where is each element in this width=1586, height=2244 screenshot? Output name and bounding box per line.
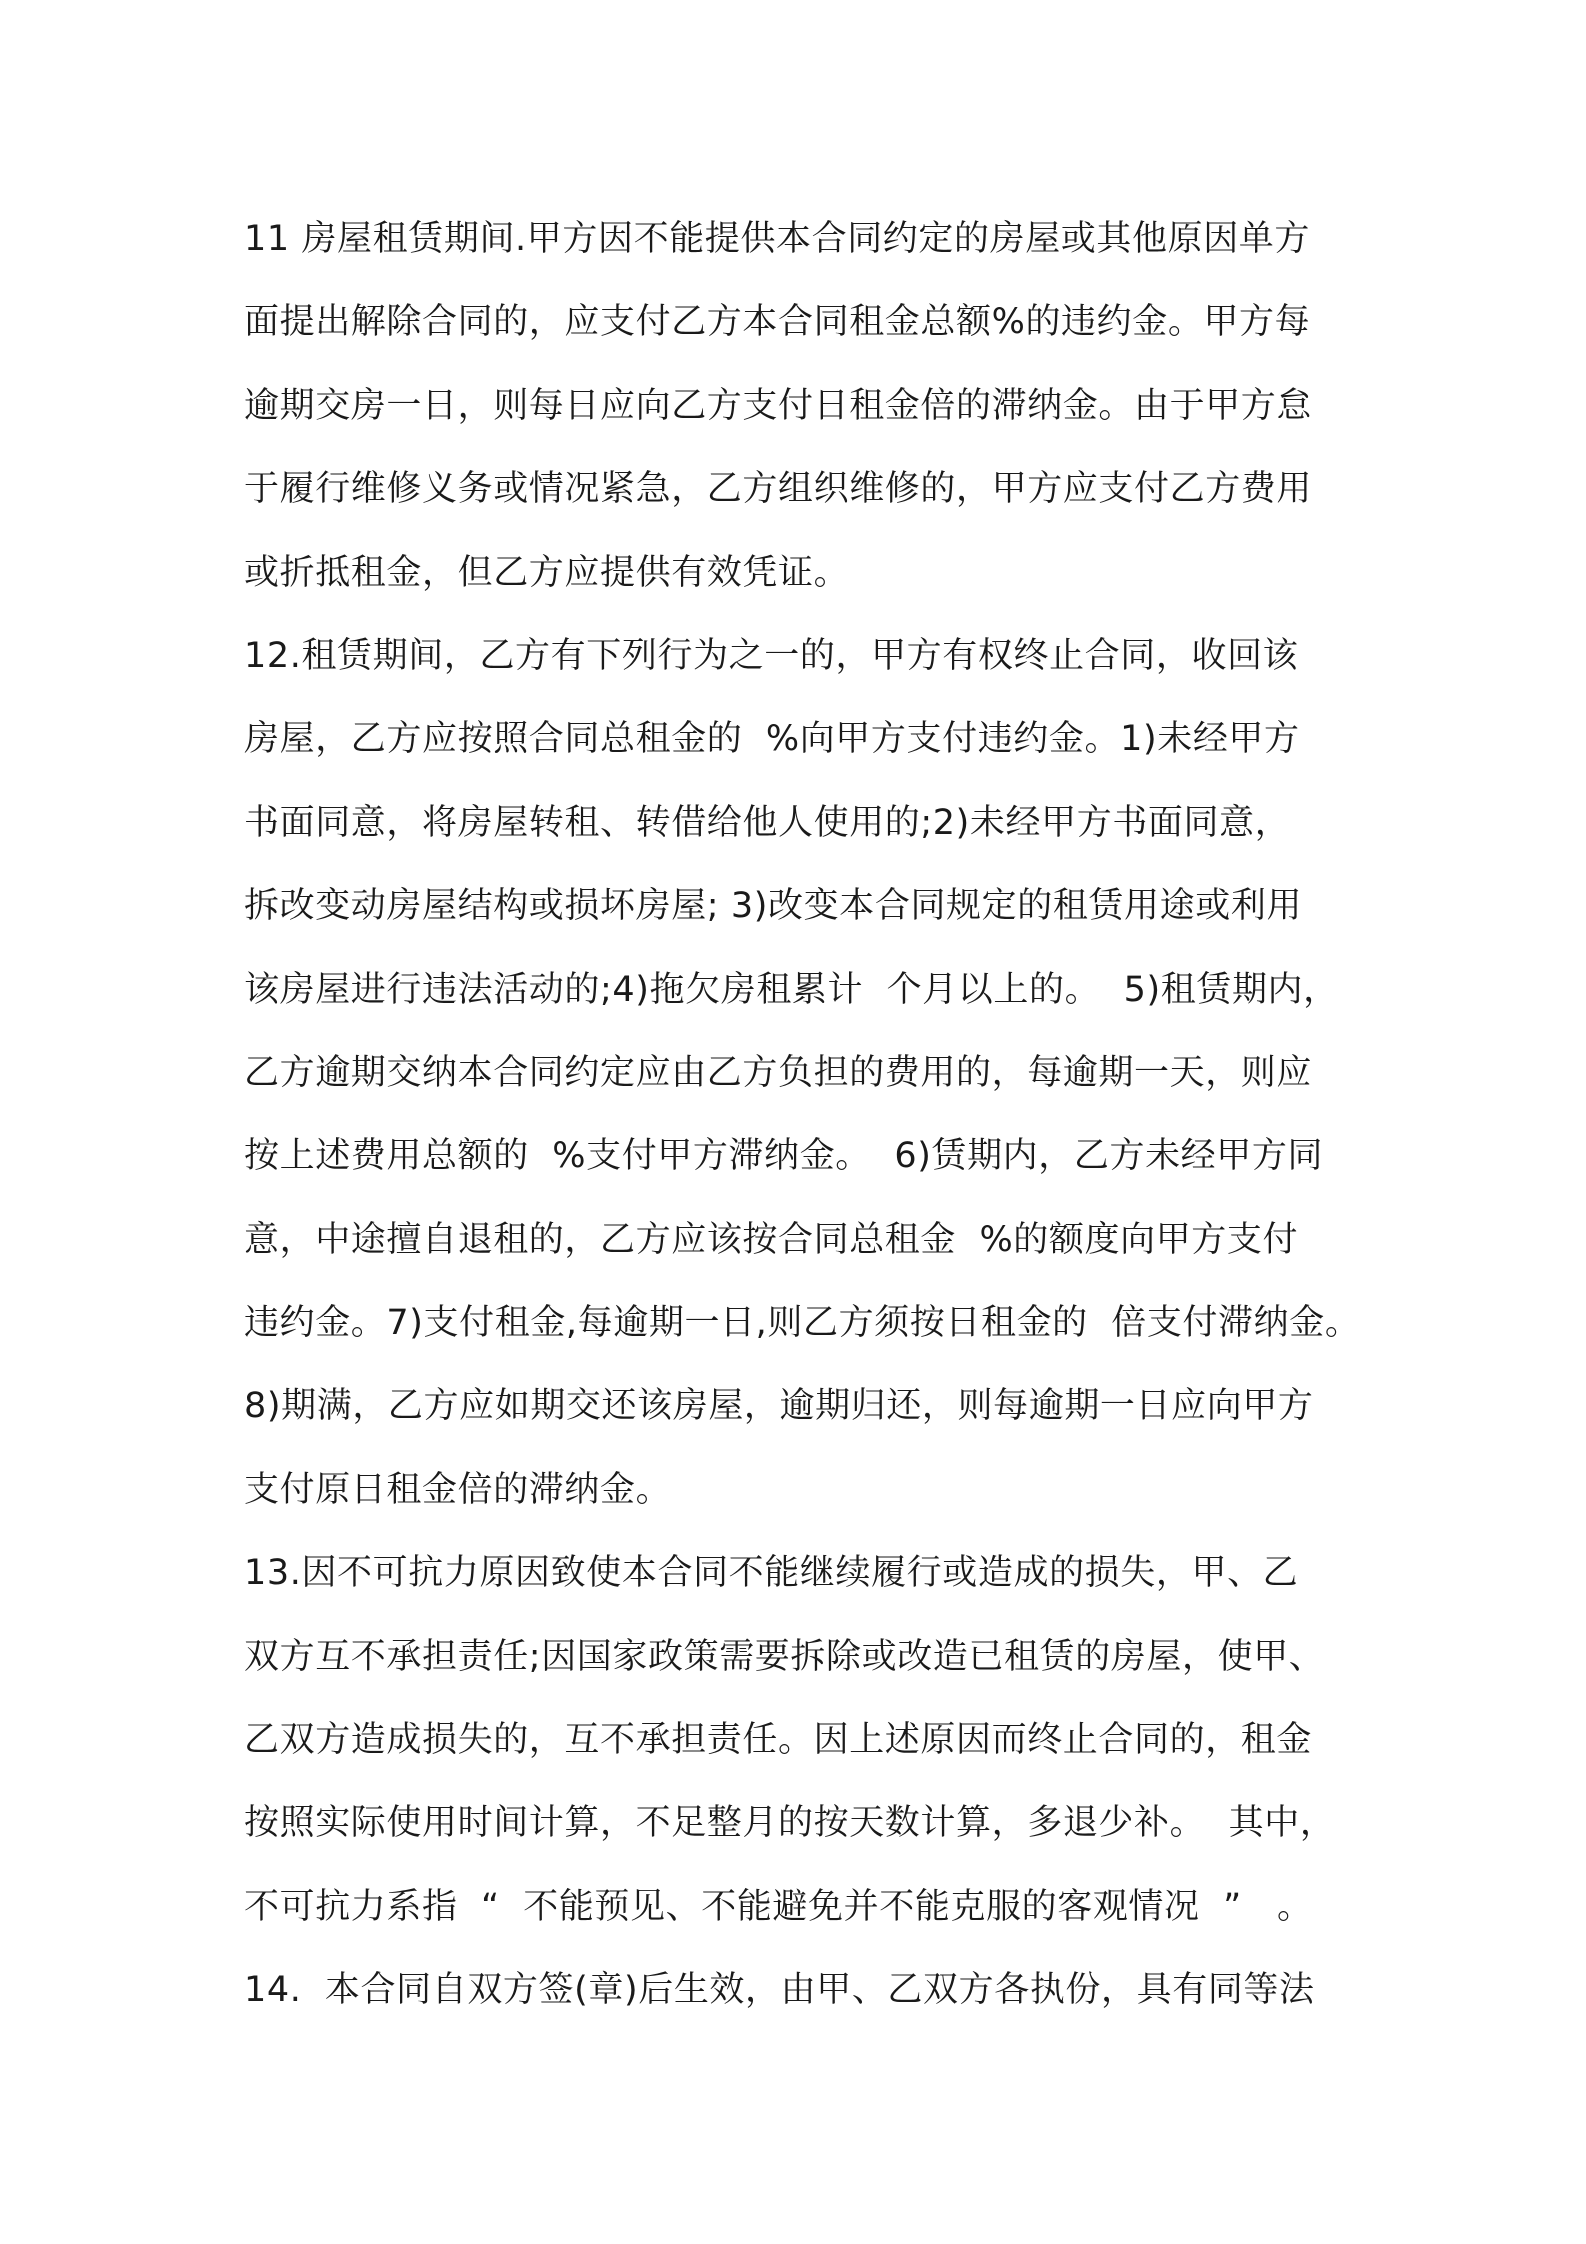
text-line: 乙方逾期交纳本合同约定应由乙方负担的费用的，每逾期一天，则应 [244, 1052, 1313, 1093]
text-line: 支付原日租金倍的滞纳金。 [244, 1469, 672, 1510]
text-line: 意，中途擅自退租的，乙方应该按合同总租金 %的额度向甲方支付 [244, 1219, 1299, 1260]
text-line: 12.租赁期间，乙方有下列行为之一的，甲方有权终止合同，收回该 [244, 635, 1299, 676]
text-line: 面提出解除合同的，应支付乙方本合同租金总额%的违约金。甲方每 [244, 302, 1311, 343]
text-line: 违约金。7)支付租金,每逾期一日,则乙方须按日租金的 倍支付滞纳金。 [244, 1303, 1361, 1344]
text-line: 11 房屋租赁期间.甲方因不能提供本合同约定的房屋或其他原因单方 [244, 219, 1310, 259]
text-line: 8)期满，乙方应如期交还该房屋，逾期归还，则每逾期一日应向甲方 [244, 1386, 1314, 1427]
text-line: 或折抵租金，但乙方应提供有效凭证。 [244, 552, 850, 593]
text-line: 按上述费用总额的 %支付甲方滞纳金。 6)赁期内，乙方未经甲方同 [244, 1136, 1324, 1177]
text-line: 按照实际使用时间计算，不足整月的按天数计算，多退少补。 其中， [244, 1803, 1336, 1844]
text-line: 双方互不承担责任;因国家政策需要拆除或改造已租赁的房屋，使甲、 [244, 1636, 1325, 1677]
contract-text [244, 198, 1384, 2033]
text-line: 书面同意，将房屋转租、转借给他人使用的;2)未经甲方书面同意， [244, 802, 1291, 843]
text-line: 拆改变动房屋结构或损坏房屋; 3)改变本合同规定的租赁用途或利用 [244, 886, 1303, 927]
text-line: 房屋，乙方应按照合同总租金的 %向甲方支付违约金。1)未经甲方 [244, 719, 1300, 760]
text-line: 逾期交房一日，则每日应向乙方支付日租金倍的滞纳金。由于甲方怠 [244, 385, 1313, 426]
text-line: 乙双方造成损失的，互不承担责任。因上述原因而终止合同的，租金 [244, 1720, 1313, 1761]
text-line: 14. 本合同自双方签(章)后生效，由甲、乙双方各执份，具有同等法 [244, 1970, 1315, 2011]
text-line: 于履行维修义务或情况紧急，乙方组织维修的，甲方应支付乙方费用 [244, 469, 1313, 510]
text-line: 该房屋进行违法活动的;4)拖欠房租累计 个月以上的。 5)租赁期内， [244, 969, 1339, 1010]
text-line: 不可抗力系指 “ 不能预见、不能避免并不能克服的客观情况 ” 。 [244, 1886, 1313, 1927]
text-line: 13.因不可抗力原因致使本合同不能继续履行或造成的损失，甲、乙 [244, 1553, 1299, 1594]
